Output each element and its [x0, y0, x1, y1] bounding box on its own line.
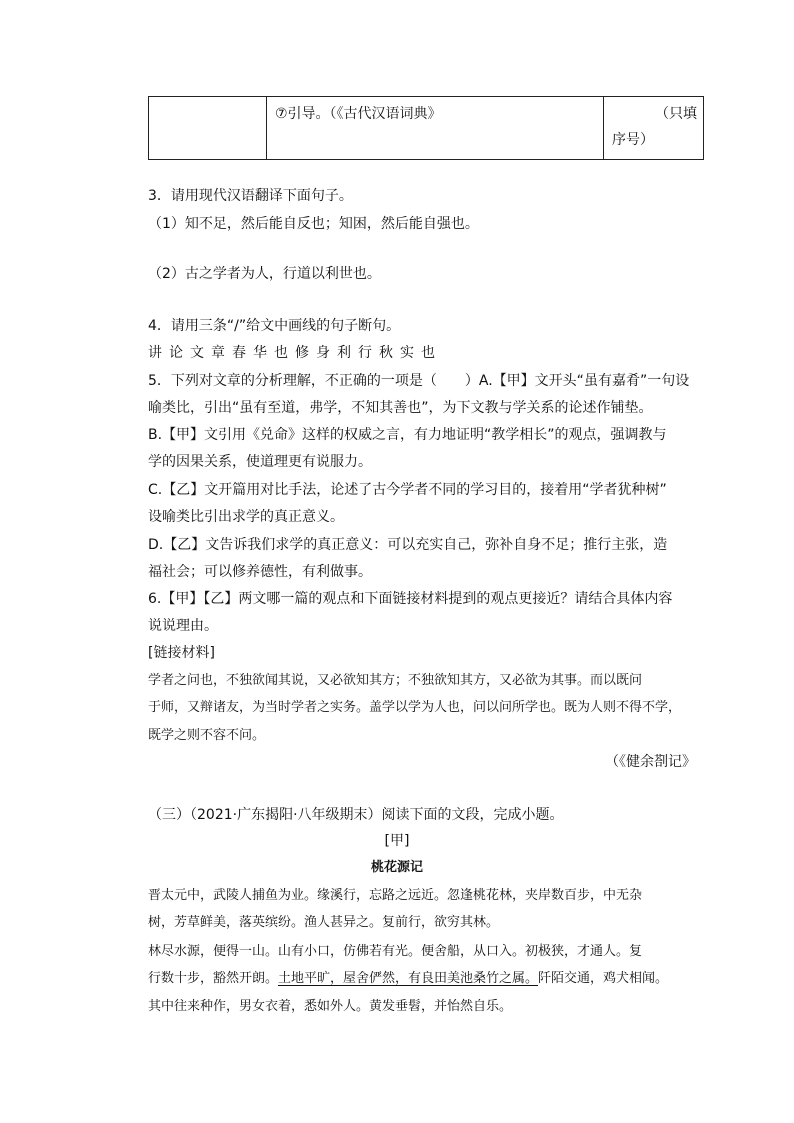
material-label: [链接材料]	[148, 645, 215, 661]
q5-option-b-line1: B.【甲】文引用《兑命》这样的权威之言，有力地证明“教学相长”的观点，强调教与	[148, 427, 667, 443]
material-line2: 于师，又辩诸友，为当时学者之实务。盖学以学为人也，问以问所学也。既为人则不得不学，	[148, 700, 682, 715]
q5-option-d-line2: 福社会；可以修养德性，有利做事。	[148, 564, 372, 580]
table-row	[149, 97, 704, 160]
q3-sentence-2: （2）古之学者为人，行道以利世也。	[148, 266, 381, 282]
section3-heading: （三）（2021·广东揭阳·八年级期末）阅读下面的文段，完成小题。	[148, 807, 564, 823]
q5-option-c-line2: 设喻类比引出求学的真正意义。	[148, 509, 344, 525]
q5-line1: 5．下列对文章的分析理解，不正确的一项是（ ）A.【甲】文开头“虽有嘉肴”一句设	[148, 373, 690, 389]
passage-p2-line3: 其中往来种作，男女衣着，悉如外人。黄发垂髫，并怡然自乐。	[148, 999, 513, 1014]
q3-sentence-1: （1）知不足，然后能自反也；知困，然后能自强也。	[148, 216, 479, 232]
passage-p1-line2: 树，芳草鲜美，落英缤纷。渔人甚异之。复前行，欲穷其林。	[148, 915, 500, 930]
q6-line2: 说说理由。	[148, 618, 218, 634]
q4-title: 4．请用三条“/”给文中画线的句子断句。	[148, 318, 401, 334]
passage-text: 阡陌交通，鸡犬相闻。	[538, 971, 669, 986]
passage-title: 桃花源记	[370, 860, 423, 875]
q5-line2: 喻类比，引出“虽有至道，弗学，不知其善也”，为下文教与学关系的论述作铺垫。	[148, 400, 653, 416]
answer-note-line2: 序号）	[612, 132, 654, 148]
passage-label-jia: [甲]	[384, 833, 410, 849]
table-cell-note	[604, 97, 704, 160]
passage-p1-line1: 晋太元中，武陵人捕鱼为业。缘溪行，忘路之远近。忽逢桃花林，夹岸数百步，中无杂	[148, 888, 643, 903]
q5-option-b-line2: 学的因果关系，使道理更有说服力。	[148, 454, 372, 470]
material-source: （《健余剳记》	[605, 754, 696, 770]
underlined-sentence: 土地平旷，屋舍俨然，有良田美池桑竹之属。	[278, 971, 539, 986]
definition-text: ⑦引导。（《古代汉语词典》	[275, 106, 442, 122]
q4-sentence: 讲论文章春华也修身利行秋实也	[148, 345, 442, 361]
answer-table	[148, 96, 704, 160]
q6-line1: 6.【甲】【乙】两文哪一篇的观点和下面链接材料提到的观点更接近？请结合具体内容	[148, 591, 673, 607]
material-line3: 既学之则不容不问。	[148, 728, 266, 743]
table-cell-definition	[267, 97, 604, 160]
answer-note-line1: （只填	[655, 106, 697, 122]
table-cell-empty	[149, 97, 267, 160]
q5-option-d-line1: D.【乙】文告诉我们求学的真正意义：可以充实自己，弥补自身不足；推行主张，造	[148, 537, 668, 553]
q5-option-c-line1: C.【乙】文开篇用对比手法，论述了古今学者不同的学习目的，接着用“学者犹种树”	[148, 482, 667, 498]
passage-p2-line1: 林尽水源，便得一山。山有小口，仿佛若有光。便舍船，从口入。初极狭，才通人。复	[148, 944, 643, 959]
q3-title: 3．请用现代汉语翻译下面句子。	[148, 188, 353, 204]
passage-p2-line2	[148, 969, 668, 989]
passage-text: 行数十步，豁然开朗。	[148, 971, 279, 986]
material-line1: 学者之问也，不独欲闻其说，又必欲知其方；不独欲知其方，又必欲为其事。而以既问	[148, 673, 643, 688]
